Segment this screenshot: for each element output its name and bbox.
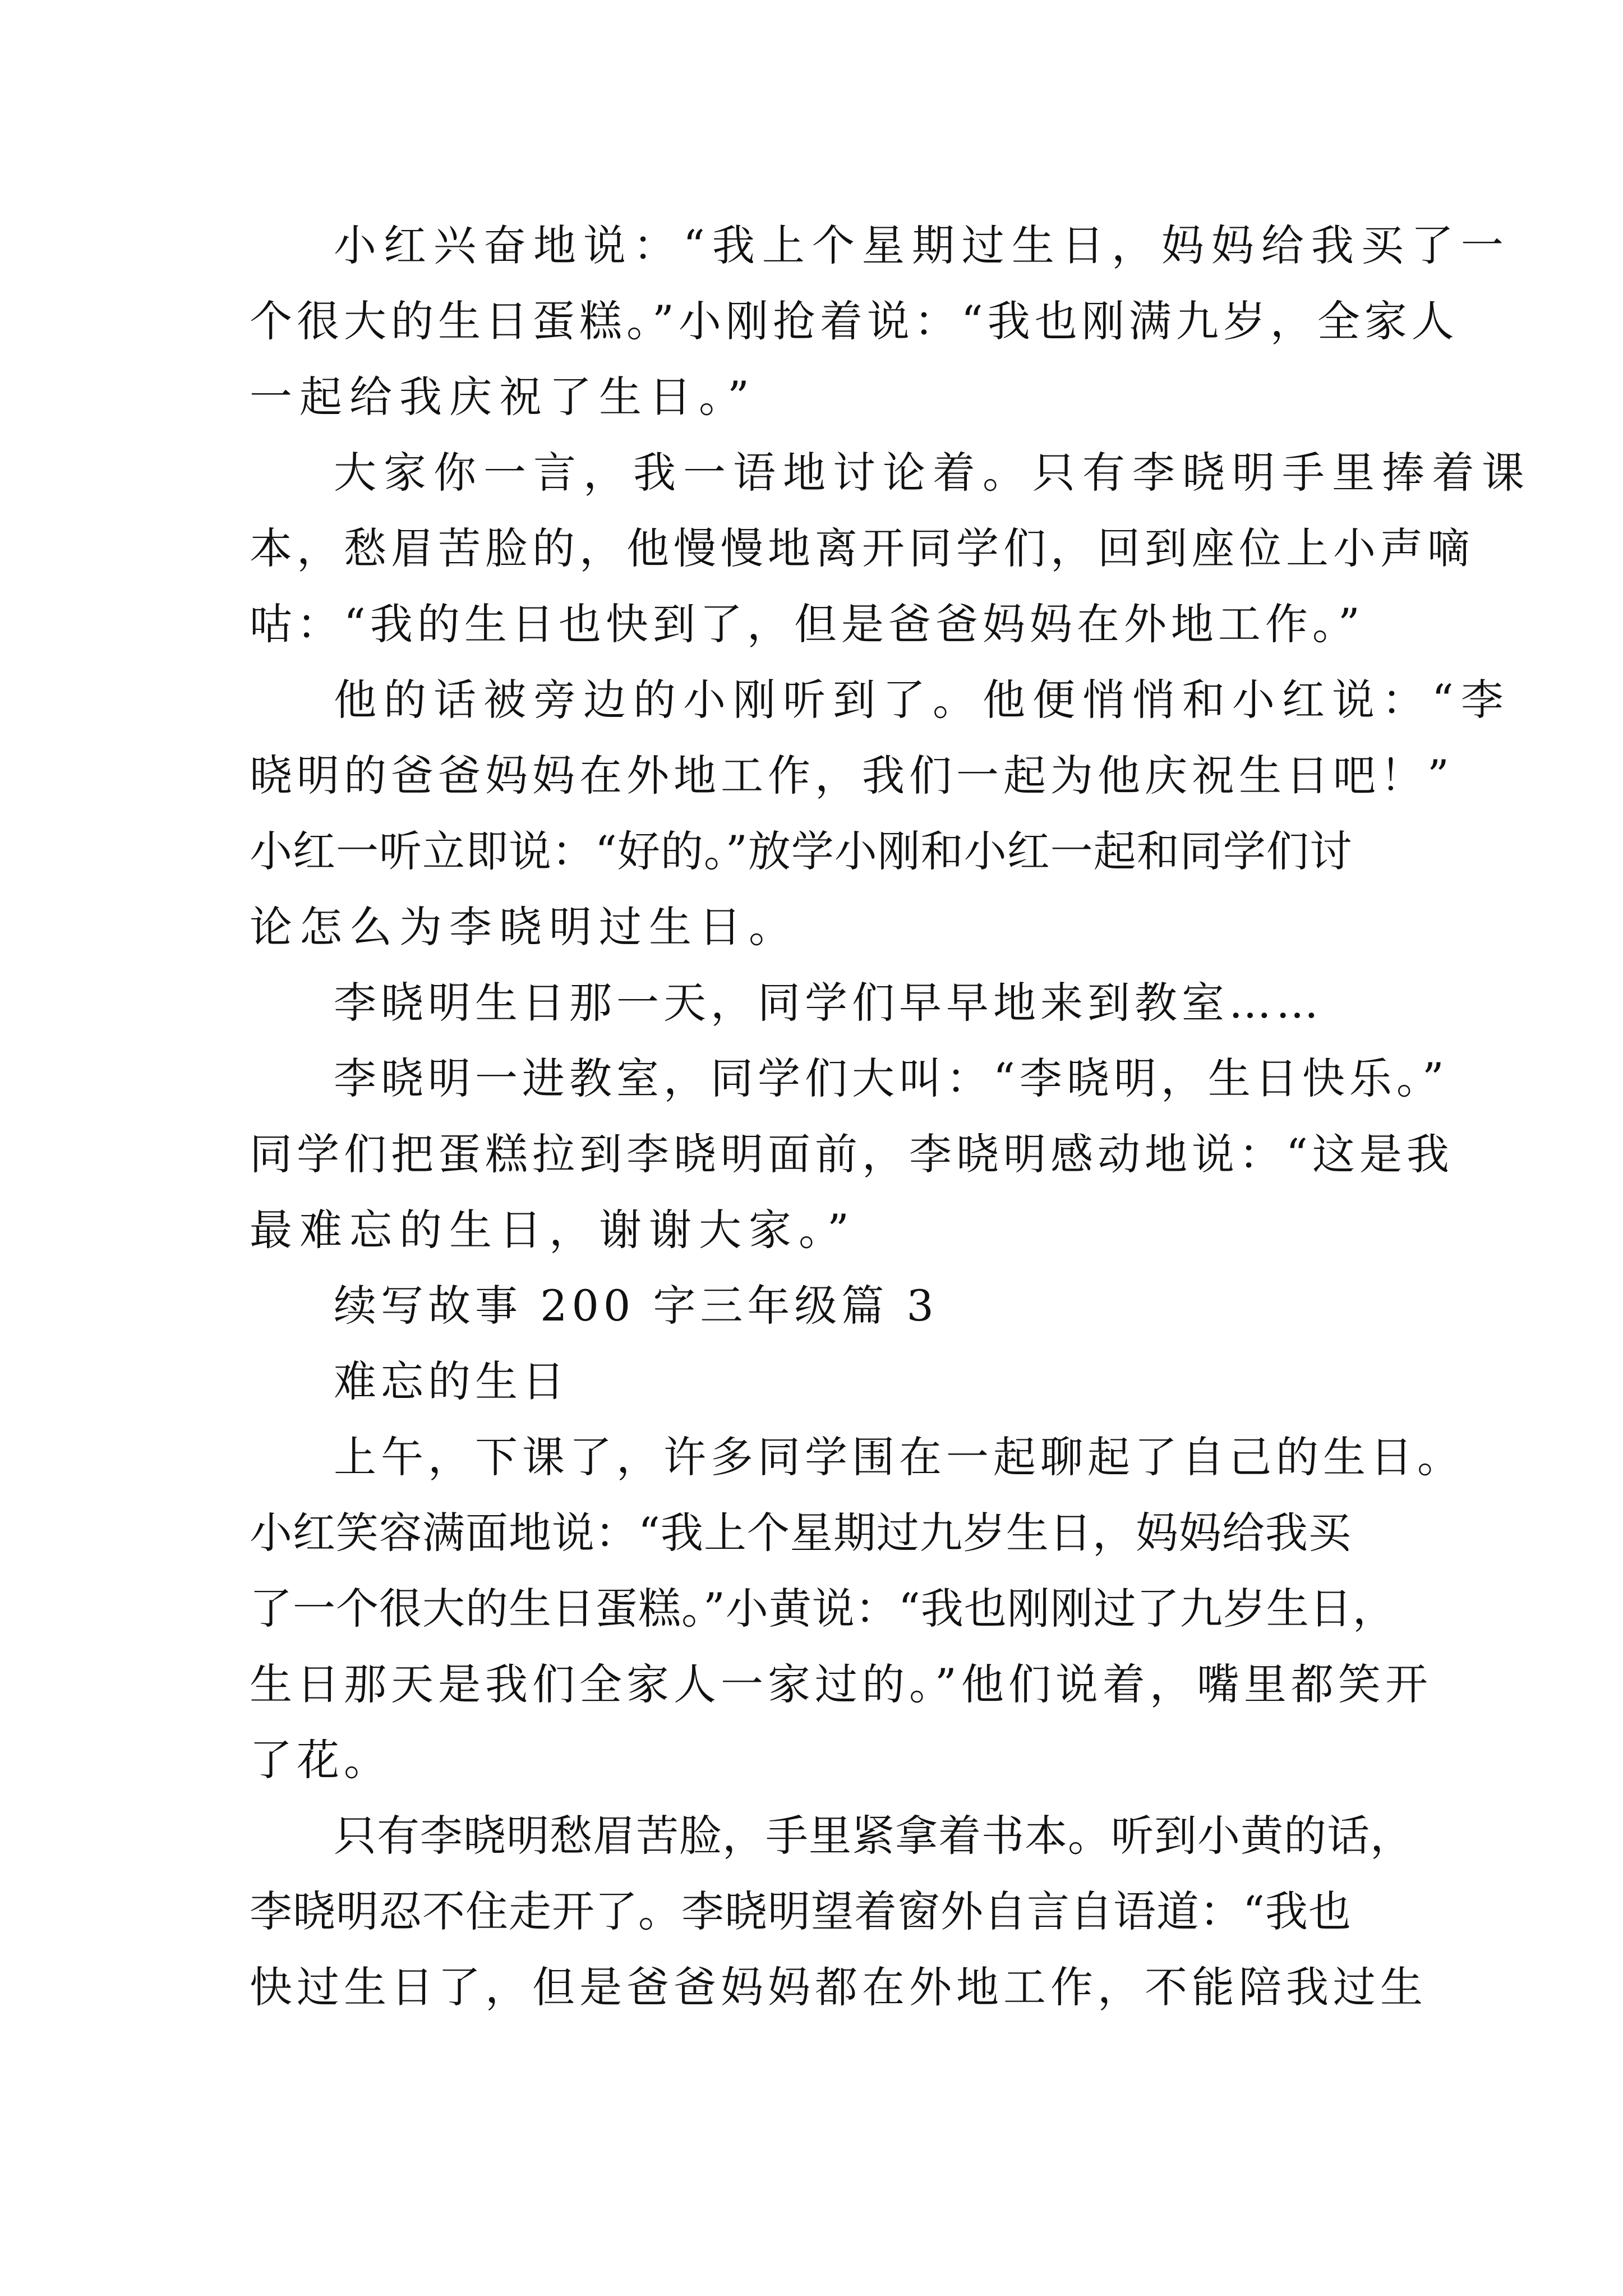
paragraph-line: 同学们把蛋糕拉到李晓明面前，李晓明感动地说：“这是我	[250, 1129, 1454, 1179]
paragraph-line: 咕：“我的生日也快到了，但是爸爸妈妈在外地工作。”	[250, 599, 1364, 649]
paragraph-line: 李晓明生日那一天，同学们早早地来到教室……	[334, 978, 1323, 1028]
paragraph-line: 论怎么为李晓明过生日。	[250, 902, 799, 952]
paragraph-line: 李晓明一进教室，同学们大叫：“李晓明，生日快乐。”	[334, 1053, 1449, 1103]
paragraph-line: 本，愁眉苦脸的，他慢慢地离开同学们，回到座位上小声嘀	[250, 523, 1474, 573]
paragraph-line: 最难忘的生日，谢谢大家。”	[250, 1205, 856, 1255]
paragraph-line: 小红一听立即说：“好的。”放学小刚和小红一起和同学们讨	[250, 826, 1353, 876]
paragraph-line: 他的话被旁边的小刚听到了。他便悄悄和小红说：“李	[334, 675, 1511, 725]
paragraph-line: 上午，下课了，许多同学围在一起聊起了自己的生日。	[334, 1432, 1464, 1482]
paragraph-line: 只有李晓明愁眉苦脸，手里紧拿着书本。听到小黄的话，	[334, 1811, 1413, 1861]
paragraph-line: 生日那天是我们全家人一家过的。”他们说着，嘴里都笑开	[250, 1659, 1432, 1709]
paragraph-line: 快过生日了，但是爸爸妈妈都在外地工作，不能陪我过生	[250, 1962, 1427, 2012]
story-title: 难忘的生日	[334, 1356, 569, 1406]
paragraph-line: 一起给我庆祝了生日。”	[250, 372, 757, 422]
paragraph-line: 李晓明忍不住走开了。李晓明望着窗外自言自语道：“我也	[250, 1887, 1352, 1936]
paragraph-line: 小红笑容满面地说：“我上个星期过九岁生日，妈妈给我买	[250, 1508, 1352, 1558]
paragraph-line: 小红兴奋地说：“我上个星期过生日，妈妈给我买了一	[334, 220, 1511, 270]
paragraph-line: 晓明的爸爸妈妈在外地工作，我们一起为他庆祝生日吧！”	[250, 751, 1454, 800]
paragraph-line: 大家你一言，我一语地讨论着。只有李晓明手里捧着课	[334, 448, 1532, 498]
paragraph-line: 了花。	[250, 1735, 391, 1785]
body-text	[250, 208, 1532, 2025]
paragraph-line: 个很大的生日蛋糕。”小刚抢着说：“我也刚满九岁，全家人	[250, 296, 1459, 346]
paragraph-line: 了一个很大的生日蛋糕。”小黄说：“我也刚刚过了九岁生日，	[250, 1584, 1396, 1634]
section-heading: 续写故事 200 字三年级篇 3	[334, 1281, 938, 1331]
